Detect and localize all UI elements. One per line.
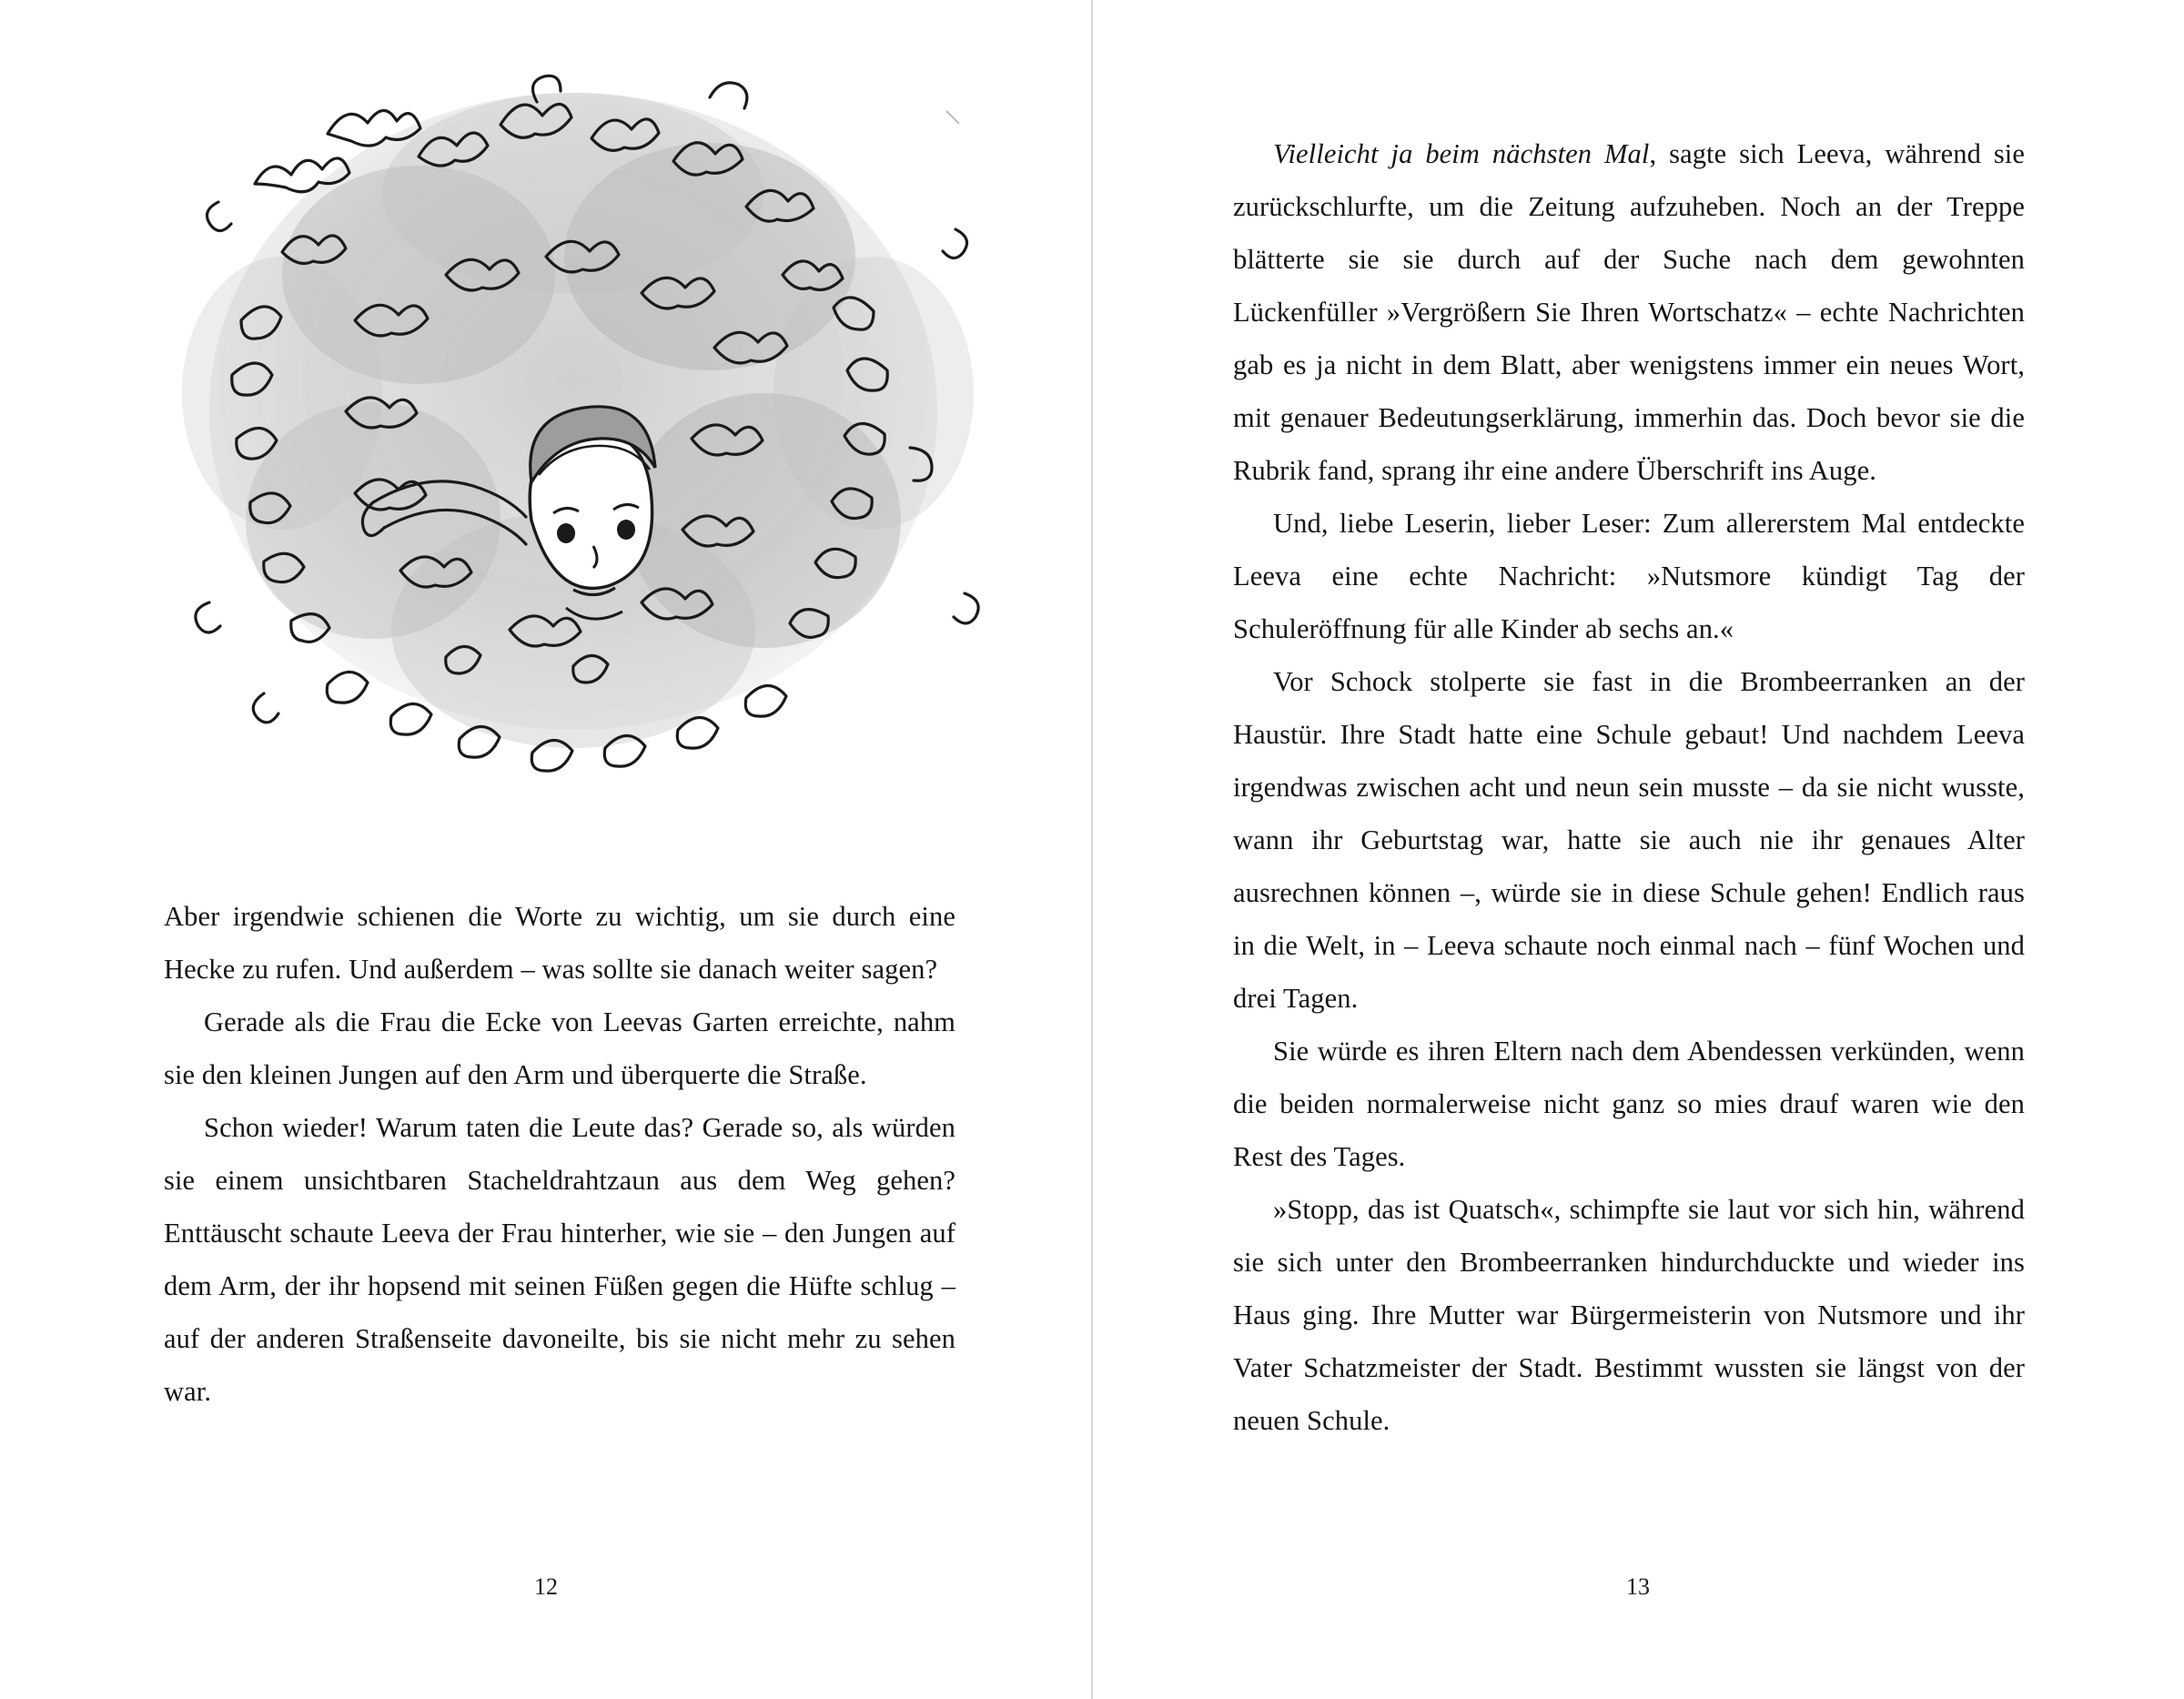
paragraph: Und, liebe Leserin, lieber Leser: Zum allererstem Mal entdeckte Leeva eine echte Nachricht: »Nutsmore kündigt Tag der Schuleröffnung für alle Kinder ab sechs an.« [1233,508,2025,644]
right-page-body [1233,127,2025,1447]
page-number-right: 13 [1626,1573,1650,1600]
paragraph: Schon wieder! Warum taten die Leute das? Gerade so, als würden sie einem unsichtbaren Stacheldrahtzaun aus dem Weg gehen? Enttäuscht schaute Leeva der Frau hinterher, wie sie – den Jungen auf dem Arm, der ihr hopsend mit seinen Füßen gegen die Hüfte schlug – auf der anderen Straßenseite davoneilte, bis sie nicht mehr zu sehen war. [164,1112,956,1407]
paragraph [1233,127,2025,497]
italic-lead-in: Vielleicht ja beim nächsten Mal [1273,138,1650,169]
girl-peeking-through-hedge-illustration [146,47,1019,866]
right-page [1092,0,2184,1699]
page-number-left: 12 [534,1573,558,1600]
paragraph: Gerade als die Frau die Ecke von Leevas Garten erreichte, nahm sie den kleinen Jungen auf den Arm und überquerte die Straße. [164,1006,956,1090]
paragraph: Vor Schock stolperte sie fast in die Brombeerranken an der Haustür. Ihre Stadt hatte eine Schule gebaut! Und nachdem Leeva irgendwas zwischen acht und neun sein musste – da sie nicht wusste, wann ihr Geburtstag war, hatte sie auch nie ihr genaues Alter ausrechnen können –, würde sie in diese Schule gehen! Endlich raus in die Welt, in – Leeva schaute noch einmal nach – fünf Wochen und drei Tagen. [1233,666,2025,1014]
paragraph-text: , sagte sich Leeva, während sie zurückschlurfte, um die Zeitung aufzuheben. Noch an der Treppe blätterte sie sie durch auf der Suche nach dem gewohnten Lückenfüller »Vergrößern Sie Ihren Wortschatz« – echte Nachrichten gab es ja nicht in dem Blatt, aber wenigstens immer ein neues Wort, mit genauer Bedeutungserklärung, immerhin das. Doch bevor sie die Rubrik fand, sprang ihr eine andere Überschrift ins Auge. [1233,138,2025,486]
left-page-body [164,890,956,1418]
paragraph: »Stopp, das ist Quatsch«, schimpfte sie laut vor sich hin, während sie sich unter den Brombeerranken hindurchduckte und wieder ins Haus ging. Ihre Mutter war Bürgermeisterin von Nutsmore und ihr Vater Schatzmeister der Stadt. Bestimmt wussten sie längst von der neuen Schule. [1233,1194,2025,1436]
paragraph: Sie würde es ihren Eltern nach dem Abendessen verkünden, wenn die beiden normalerweise nicht ganz so mies drauf waren wie den Rest des Tages. [1233,1036,2025,1172]
paragraph: Aber irgendwie schienen die Worte zu wichtig, um sie durch eine Hecke zu rufen. Und außerdem – was sollte sie danach weiter sagen? [164,901,956,985]
